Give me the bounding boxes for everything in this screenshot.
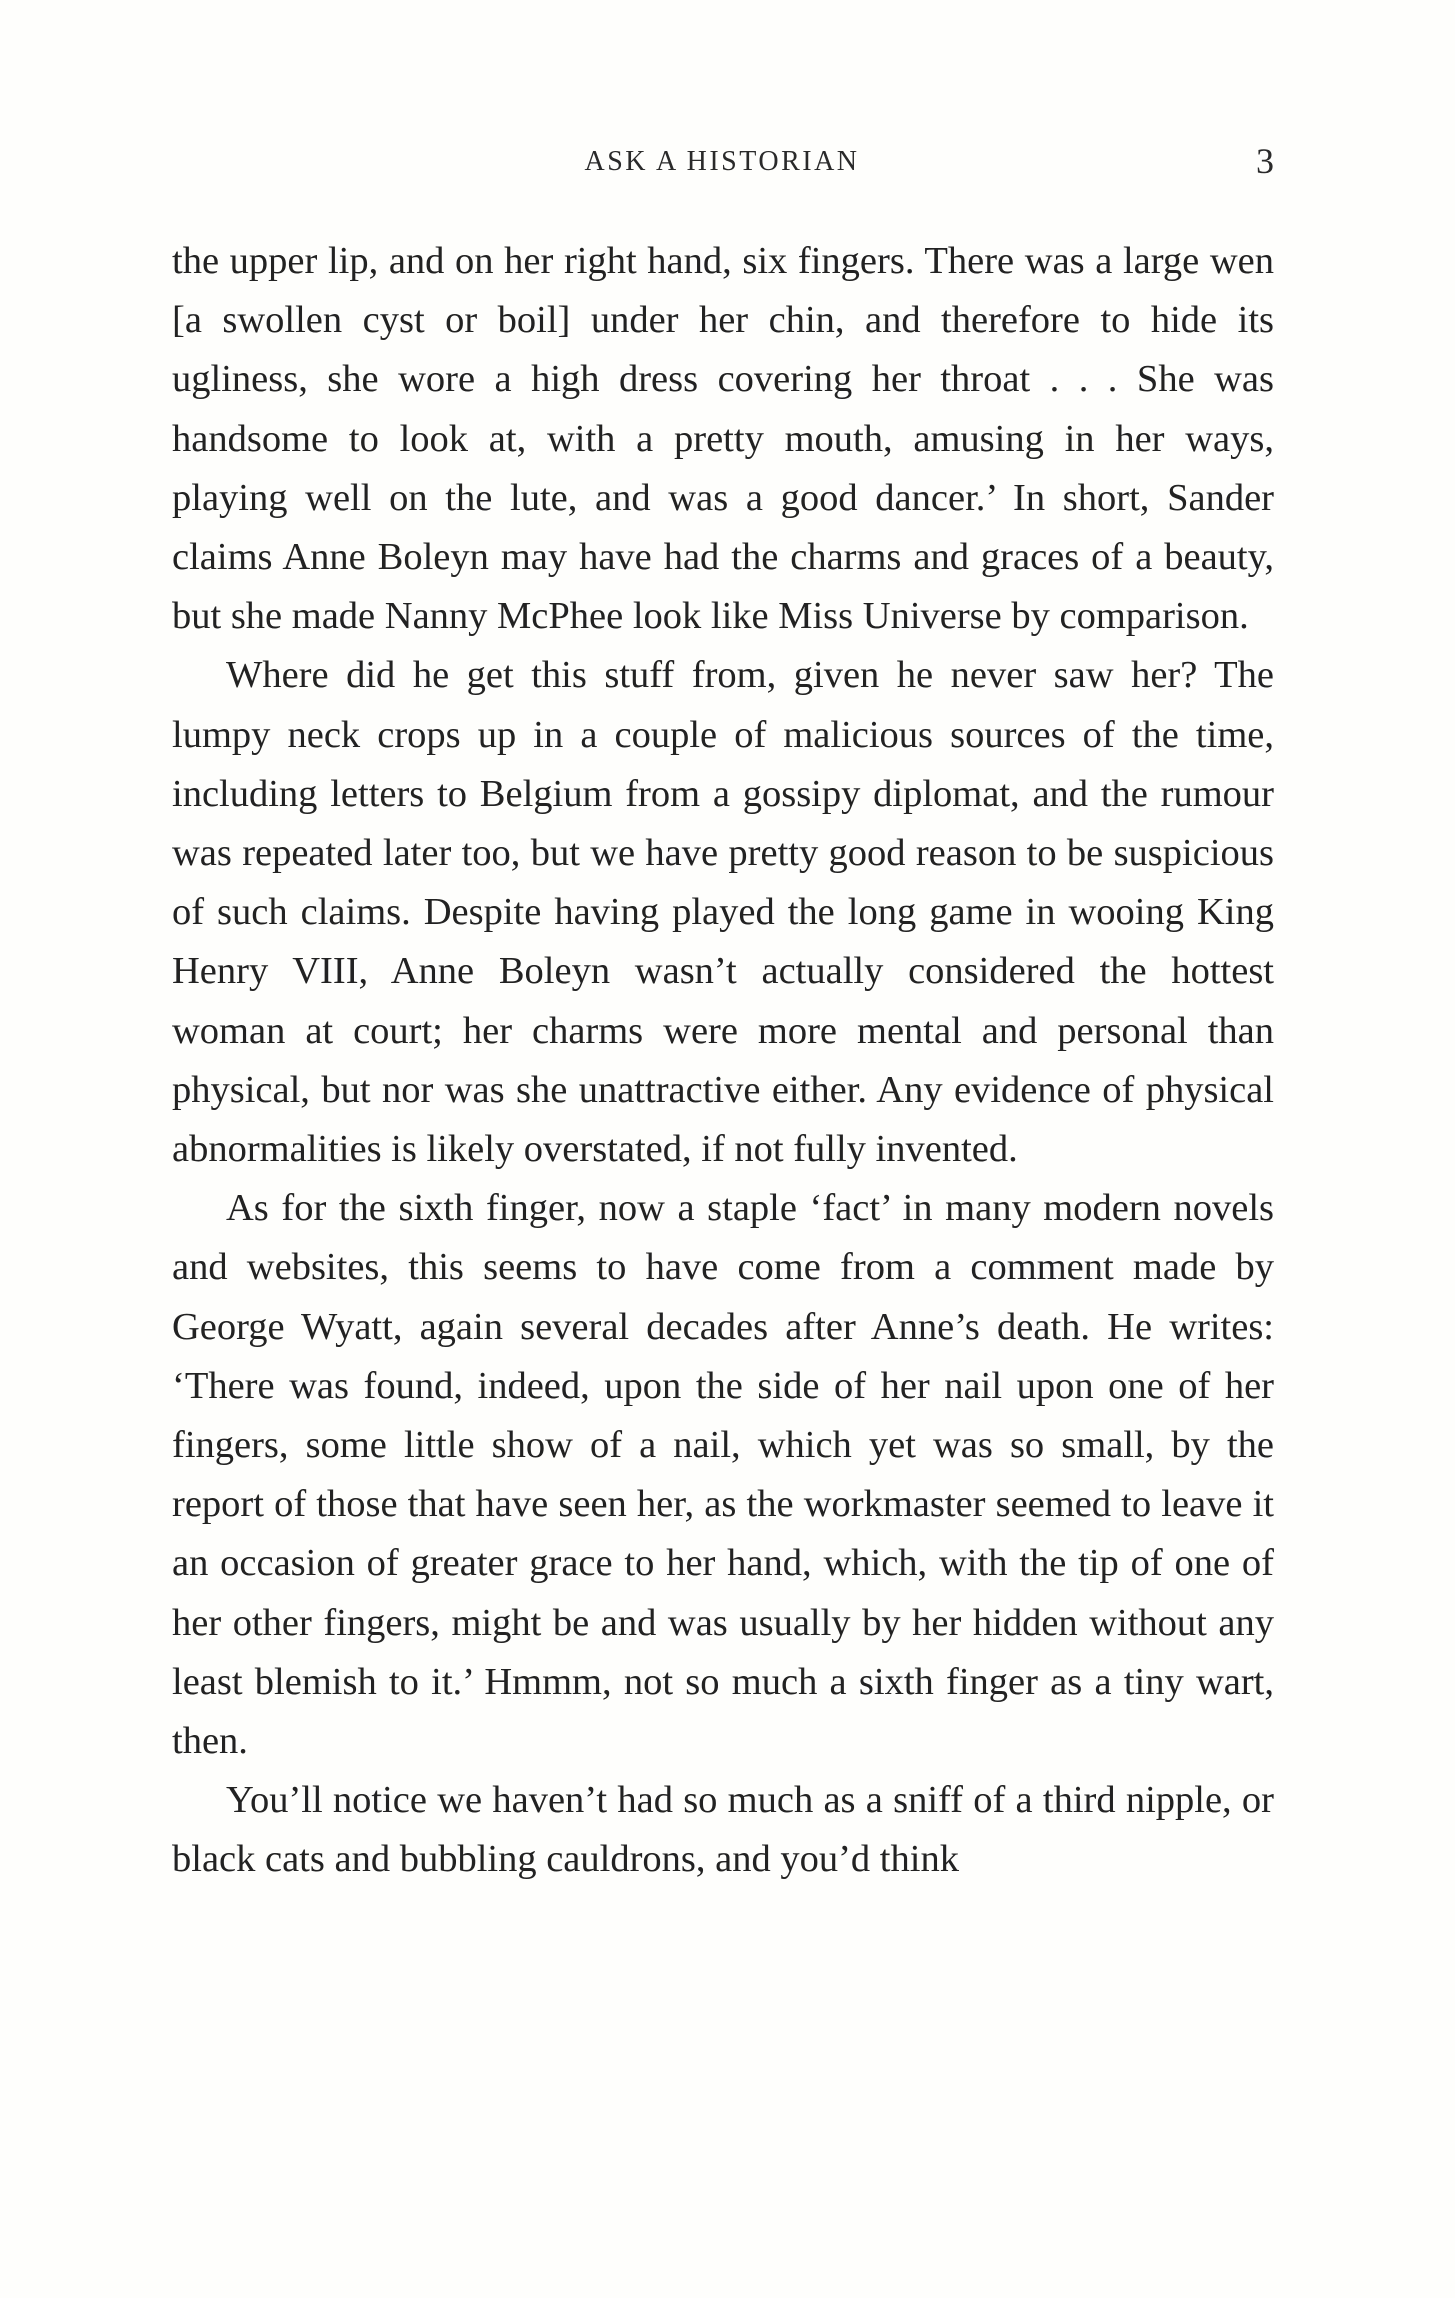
body-text bbox=[172, 232, 1274, 1890]
running-title: ASK A HISTORIAN bbox=[584, 146, 860, 177]
paragraph-4: You’ll notice we haven’t had so much as a sniff of a third nipple, or black cats and bubbling cauldrons, and you’d think bbox=[172, 1779, 1274, 1881]
running-head bbox=[172, 140, 1272, 190]
paragraph-2: Where did he get this stuff from, given he never saw her? The lumpy neck crops up in a couple of malicious sources of the time, including letters to Belgium from a gossipy diplomat, and the rumour was repeated later too, but we have pretty good reason to be suspicious of such claims. Despite having played the long game in wooing King Henry VIII, Anne Boleyn wasn’t actually considered the hottest woman at court; her charms were more mental and personal than physical, but nor was she unattractive either. Any evidence of physical abnormalities is likely overstated, if not fully invented. bbox=[172, 654, 1274, 1171]
paragraph-3: As for the sixth finger, now a staple ‘fact’ in many modern novels and websites, this seems to have come from a comment made by George Wyatt, again several decades after Anne’s death. He writes: ‘There was found, indeed, upon the side of her nail upon one of her fingers, some little show of a nail, which yet was so small, by the report of those that have seen her, as the workmaster seemed to leave it an occasion of greater grace to her hand, which, with the tip of one of her other fingers, might be and was usually by her hidden without any least blemish to it.’ Hmmm, not so much a sixth finger as a tiny wart, then. bbox=[172, 1187, 1274, 1763]
page-number: 3 bbox=[1256, 141, 1274, 181]
paragraph-1: the upper lip, and on her right hand, six fingers. There was a large wen [a swollen cyst or boil] under her chin, and therefore to hide its ugliness, she wore a high dress covering her throat . . . She was handsome to look at, with a pretty mouth, amusing in her ways, playing well on the lute, and was a good dancer.’ In short, Sander claims Anne Boleyn may have had the charms and graces of a beauty, but she made Nanny McPhee look like Miss Universe by comparison. bbox=[172, 240, 1274, 638]
